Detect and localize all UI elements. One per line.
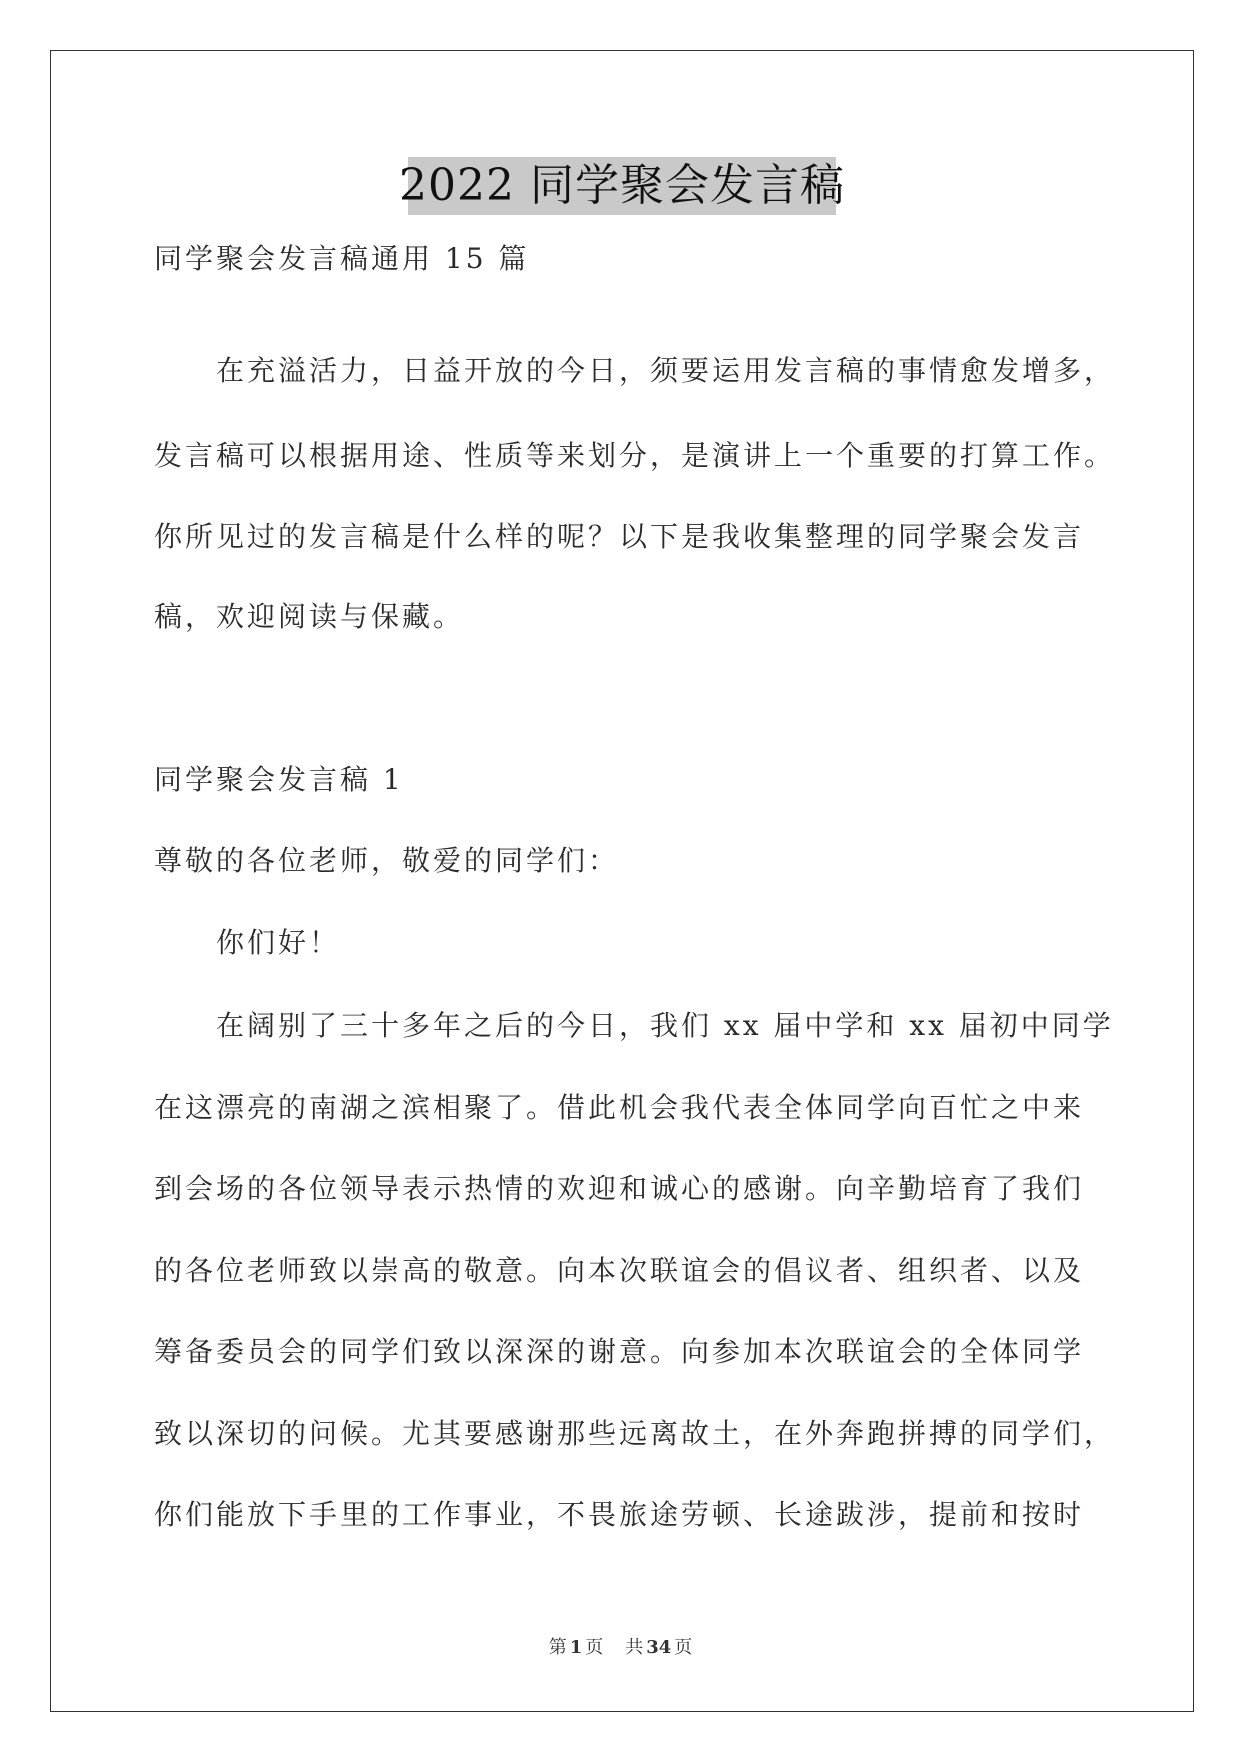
- intro-line: 你所见过的发言稿是什么样的呢？以下是我收集整理的同学聚会发言: [154, 520, 1085, 553]
- intro-line: 发言稿可以根据用途、性质等来划分，是演讲上一个重要的打算工作。: [154, 439, 1116, 472]
- total-prefix: 共: [625, 1637, 644, 1658]
- salutation: 尊敬的各位老师，敬爱的同学们：: [154, 844, 620, 877]
- body-line: 在阔别了三十多年之后的今日，我们 xx 届中学和 xx 届初中同学: [216, 1009, 1114, 1042]
- body-line: 的各位老师致以崇高的敬意。向本次联谊会的倡议者、组织者、以及: [154, 1254, 1085, 1287]
- page-border: [50, 50, 1194, 1712]
- greeting: 你们好！: [216, 926, 341, 959]
- section-heading: 同学聚会发言稿 1: [154, 763, 404, 796]
- body-line: 你们能放下手里的工作事业，不畏旅途劳顿、长途跋涉，提前和按时: [154, 1498, 1085, 1531]
- title-highlight: [399, 157, 845, 215]
- body-line: 在这漂亮的南湖之滨相聚了。借此机会我代表全体同学向百忙之中来: [154, 1091, 1085, 1124]
- page-footer: [0, 1636, 1241, 1660]
- body-line: 筹备委员会的同学们致以深深的谢意。向参加本次联谊会的全体同学: [154, 1335, 1085, 1368]
- page-number: 1: [569, 1637, 583, 1658]
- page-prefix: 第: [548, 1637, 567, 1658]
- page-suffix: 页: [585, 1637, 604, 1658]
- body-line: 到会场的各位领导表示热情的欢迎和诚心的感谢。向辛勤培育了我们: [154, 1172, 1085, 1205]
- total-pages: 34: [646, 1637, 672, 1658]
- total-suffix: 页: [674, 1637, 693, 1658]
- intro-line: 稿，欢迎阅读与保藏。: [154, 600, 465, 633]
- intro-line: 在充溢活力，日益开放的今日，须要运用发言稿的事情愈发增多，: [216, 354, 1116, 387]
- body-line: 致以深切的问候。尤其要感谢那些远离故土，在外奔跑拼搏的同学们，: [154, 1417, 1116, 1450]
- document-title: 2022 同学聚会发言稿: [399, 160, 845, 211]
- document-subtitle: 同学聚会发言稿通用 15 篇: [154, 242, 530, 275]
